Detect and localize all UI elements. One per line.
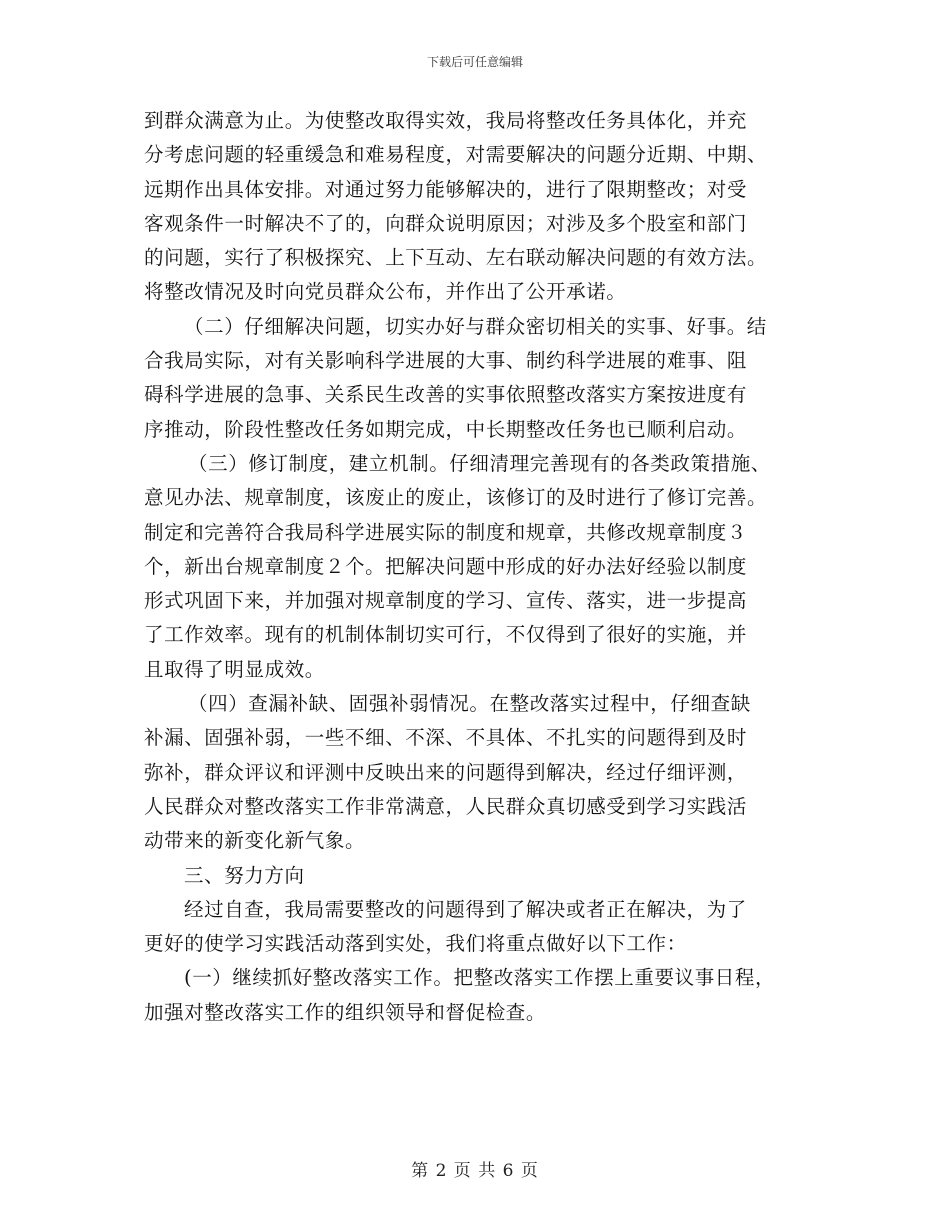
text-line: 了工作效率。现有的机制体制切实可行，不仅得到了很好的实施，并: [144, 623, 748, 647]
text-line: 序推动，阶段性整改任务如期完成，中长期整改任务也已顺利启动。: [144, 417, 748, 441]
document-body: [144, 104, 824, 1030]
page-footer: 第 2 页 共 6 页: [411, 1161, 539, 1181]
text-line: 人民群众对整改落实工作非常满意，人民群众真切感受到学习实践活: [144, 794, 748, 818]
subsection-one-heading-line: (一）继续抓好整改落实工作。把整改落实工作摆上重要议事日程，: [184, 966, 776, 990]
text-line: 将整改情况及时向党员群众公布，并作出了公开承诺。: [144, 280, 627, 304]
text-line: 客观条件一时解决不了的，向群众说明原因；对涉及多个股室和部门: [144, 211, 748, 235]
text-line: 合我局实际，对有关影响科学进展的大事、制约科学进展的难事、阻: [144, 349, 748, 373]
text-line: 分考虑问题的轻重缓急和难易程度，对需要解决的问题分近期、中期、: [144, 143, 768, 167]
text-line: 到群众满意为止。为使整改取得实效，我局将整改任务具体化，并充: [144, 109, 748, 132]
text-line: 意见办法、规章制度，该废止的废止，该修订的及时进行了修订完善。: [144, 486, 768, 510]
text-line: 补漏、固强补弱，一些不细、不深、不具体、不扎实的问题得到及时: [144, 726, 748, 750]
text-line: 且取得了明显成效。: [144, 657, 325, 681]
text-line: 经过自查，我局需要整改的问题得到了解决或者正在解决，为了: [184, 897, 747, 921]
text-line: 制定和完善符合我局科学进展实际的制度和规章，共修改规章制度３: [144, 520, 748, 544]
text-line: 碍科学进展的急事、关系民生改善的实事依照整改落实方案按进度有: [144, 383, 748, 407]
text-line: 弥补，群众评议和评测中反映出来的问题得到解决，经过仔细评测，: [144, 760, 748, 784]
text-line: 的问题，实行了积极探究、上下互动、左右联动解决问题的有效方法。: [144, 246, 768, 270]
text-line: 加强对整改落实工作的组织领导和督促检查。: [144, 1000, 547, 1024]
text-line: 远期作出具体安排。对通过努力能够解决的，进行了限期整改；对受: [144, 177, 748, 201]
chapter-three-heading: 三、努力方向: [184, 863, 305, 887]
section-two-heading-line: （二）仔细解决问题，切实办好与群众密切相关的实事、好事。结: [184, 314, 767, 338]
section-four-heading-line: （四）查漏补缺、固强补弱情况。在整改落实过程中，仔细查缺: [188, 692, 751, 716]
page-header: 下载后可任意编辑: [426, 55, 523, 69]
text-line: 形式巩固下来，并加强对规章制度的学习、宣传、落实，进一步提高: [144, 589, 748, 613]
text-line: 更好的使学习实践活动落到实处，我们将重点做好以下工作：: [144, 932, 687, 956]
text-line: 个，新出台规章制度２个。把解决问题中形成的好办法好经验以制度: [144, 554, 748, 578]
section-three-heading-line: （三）修订制度，建立机制。仔细清理完善现有的各类政策措施、: [188, 451, 771, 475]
text-line: 动带来的新变化新气象。: [144, 829, 366, 853]
